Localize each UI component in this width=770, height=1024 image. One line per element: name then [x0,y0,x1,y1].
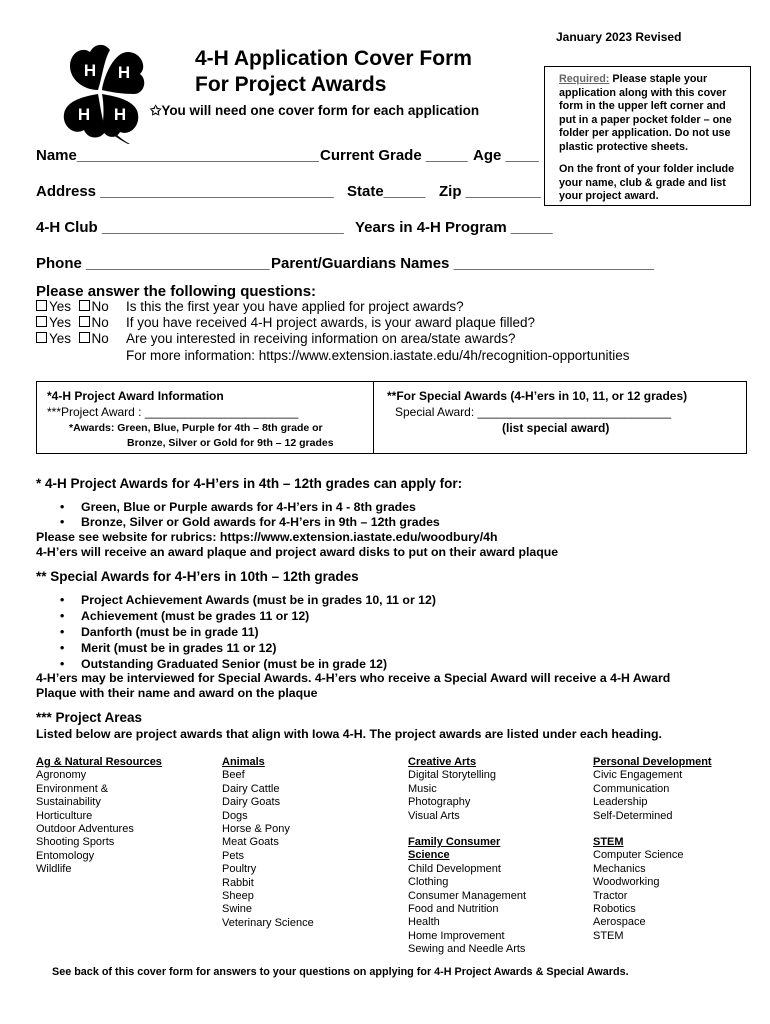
state-field[interactable]: State_____ [347,183,426,200]
list-item: Computer Science [593,849,684,862]
zip-field[interactable]: Zip _________ [439,183,541,200]
list-item: Sewing and Needle Arts [408,943,526,956]
question-text: If you have received 4-H project awards, is your award plaque filled? [126,315,535,330]
list-item: Clothing [408,876,449,889]
column-heading: Creative Arts [408,756,477,768]
list-item: STEM [593,929,624,942]
list-item: Food and Nutrition [408,903,499,916]
yes-checkbox[interactable] [36,300,47,311]
list-item: Poultry [222,863,257,876]
question-row-1 [36,299,464,314]
4h-clover-logo [44,40,156,144]
project-award-field[interactable]: ***Project Award : _______________________ [47,405,299,419]
list-item: Mechanics [593,862,646,875]
list-item: Wildlife [36,863,72,876]
list-item: Child Development [408,862,501,875]
rubrics-link[interactable]: Please see website for rubrics: https://www.extension.iastate.edu/woodbury/4h [36,530,498,544]
no-checkbox[interactable] [79,332,90,343]
column-personal-development [593,756,712,823]
list-item: • Merit (must be in grades 11 or 12) [81,641,276,655]
list-item: Veterinary Science [222,916,314,929]
age-field[interactable]: Age ____ [473,147,539,164]
list-item: Agronomy [36,769,87,782]
column-heading: STEM [593,836,624,848]
list-item: Civic Engagement [593,769,683,782]
project-areas-heading: *** Project Areas [36,710,143,725]
list-item: Sheep [222,890,254,903]
grade-field[interactable]: Current Grade _____ [320,147,468,164]
list-item: Self-Determined [593,809,673,822]
list-item: • Green, Blue or Purple awards for 4-H’ers in 4 - 8th grades [81,500,416,514]
list-item: Visual Arts [408,809,460,822]
question-text: Are you interested in receiving information on area/state awards? [126,331,516,346]
list-item: Horse & Pony [222,823,290,836]
list-item: Meat Goats [222,836,279,849]
no-checkbox[interactable] [79,300,90,311]
list-item: Outdoor Adventures [36,823,134,836]
list-item: Robotics [593,903,636,916]
special-awards-title: **For Special Awards (4-H’ers in 10, 11, or 12 grades) [387,389,688,403]
project-awards-heading: * 4-H Project Awards for 4-H’ers in 4th – 12th grades can apply for: [36,476,463,491]
yes-label: Yes [49,315,72,330]
interview-note-1: 4-H’ers may be interviewed for Special Awards. 4-H’ers who receive a Special Award will receive a 4-H Award [36,671,671,685]
question-row-3 [36,331,515,346]
leaf-letter: H [117,63,131,82]
project-award-info-title: *4-H Project Award Information [47,389,224,403]
column-heading: Family Consumer [408,836,501,848]
required-label: Required: [559,73,610,85]
footer-note: See back of this cover form for answers to your questions on applying for 4-H Project Awards & Special Awards. [52,966,629,978]
column-heading: Ag & Natural Resources [36,756,162,768]
title-line-2: For Project Awards [195,73,387,96]
list-item: Environment & [36,782,109,795]
list-item: Home Improvement [408,929,505,942]
no-checkbox[interactable] [79,316,90,327]
list-item: Dairy Cattle [222,782,280,795]
awards-line-1: *Awards: Green, Blue, Purple for 4th – 8th grade or [69,422,323,434]
question-row-2 [36,315,535,330]
list-item: Dairy Goats [222,796,281,809]
project-areas-intro: Listed below are project awards that align with Iowa 4-H. The project awards are listed under each heading. [36,727,662,741]
leaf-letter: H [77,105,91,124]
column-family-consumer-science [408,836,526,957]
plaque-note: 4-H’ers will receive an award plaque and project award disks to put on their award plaque [36,545,559,559]
folder-instructions: On the front of your folder include your name, club & grade and list your project award. [559,163,735,202]
subtitle [150,103,479,119]
star-icon: ✩ [150,103,162,118]
list-item: Music [408,782,437,795]
column-heading: Personal Development [593,756,712,768]
list-item: Health [408,916,440,929]
list-item: Sustainability [36,796,101,809]
yes-checkbox[interactable] [36,332,47,343]
list-item: Aerospace [593,916,646,929]
list-item: Rabbit [222,876,254,889]
list-item: Photography [408,796,471,809]
list-item: Consumer Management [408,889,527,902]
phone-field[interactable]: Phone ______________________ [36,255,270,272]
list-item: Swine [222,903,252,916]
list-item: • Bronze, Silver or Gold awards for 4-H’ers in 9th – 12th grades [81,515,440,529]
list-item: Tractor [593,889,628,902]
more-info-link[interactable]: For more information: https://www.extension.iastate.edu/4h/recognition-opportunities [126,348,630,363]
leaf-letter: H [83,61,97,80]
column-stem [593,836,684,943]
list-item: Woodworking [593,876,660,889]
special-awards-heading: ** Special Awards for 4-H’ers in 10th – 12th grades [36,569,359,584]
address-field[interactable]: Address ____________________________ [36,183,334,200]
list-item: • Danforth (must be in grade 11) [81,625,259,639]
no-label: No [91,315,109,330]
awards-line-2: Bronze, Silver or Gold for 9th – 12 grades [127,437,334,449]
no-label: No [91,299,109,314]
award-info-box [36,381,747,454]
years-field[interactable]: Years in 4-H Program _____ [355,219,553,236]
name-field[interactable]: Name_____________________________ [36,147,319,164]
list-item: • Achievement (must be grades 11 or 12) [81,609,309,623]
column-animals [222,756,314,930]
column-heading: Science [408,849,450,862]
revision-date: January 2023 Revised [556,30,682,44]
subtitle-text: You will need one cover form for each application [161,103,480,118]
required-text: Please staple your application along with this cover form in the upper left corner and put in a paper pocket folder – one folder per application. Do not use plastic protective sheets. [559,73,732,153]
list-item: Digital Storytelling [408,769,497,782]
interview-note-2: Plaque with their name and award on the plaque [36,686,318,700]
form-title [195,46,472,98]
column-creative-arts [408,756,496,823]
list-item: Horticulture [36,809,93,822]
list-item: Communication [593,782,670,795]
special-award-field[interactable]: Special Award: _____________________________ [395,405,672,419]
yes-label: Yes [49,299,72,314]
list-item: Pets [222,849,245,862]
list-item: • Project Achievement Awards (must be in grades 10, 11 or 12) [81,593,436,607]
yes-checkbox[interactable] [36,316,47,327]
leaf-letter: H [113,105,127,124]
column-ag [36,756,162,877]
yes-label: Yes [49,331,72,346]
question-text: Is this the first year you have applied for project awards? [126,299,464,314]
required-instructions-box [544,66,751,206]
list-item: Leadership [593,796,648,809]
questions-heading: Please answer the following questions: [36,283,317,300]
no-label: No [91,331,109,346]
box-divider [373,382,374,453]
list-special-award-label: (list special award) [502,421,610,435]
club-field[interactable]: 4-H Club _____________________________ [36,219,344,236]
column-heading: Animals [222,756,265,768]
list-item: Entomology [36,849,95,862]
title-line-1: 4-H Application Cover Form [195,47,472,70]
list-item: Beef [222,769,245,782]
list-item: • Outstanding Graduated Senior (must be in grade 12) [81,657,387,671]
list-item: Dogs [222,809,248,822]
list-item: Shooting Sports [36,836,115,849]
parents-field[interactable]: Parent/Guardians Names ________________________ [271,255,654,272]
